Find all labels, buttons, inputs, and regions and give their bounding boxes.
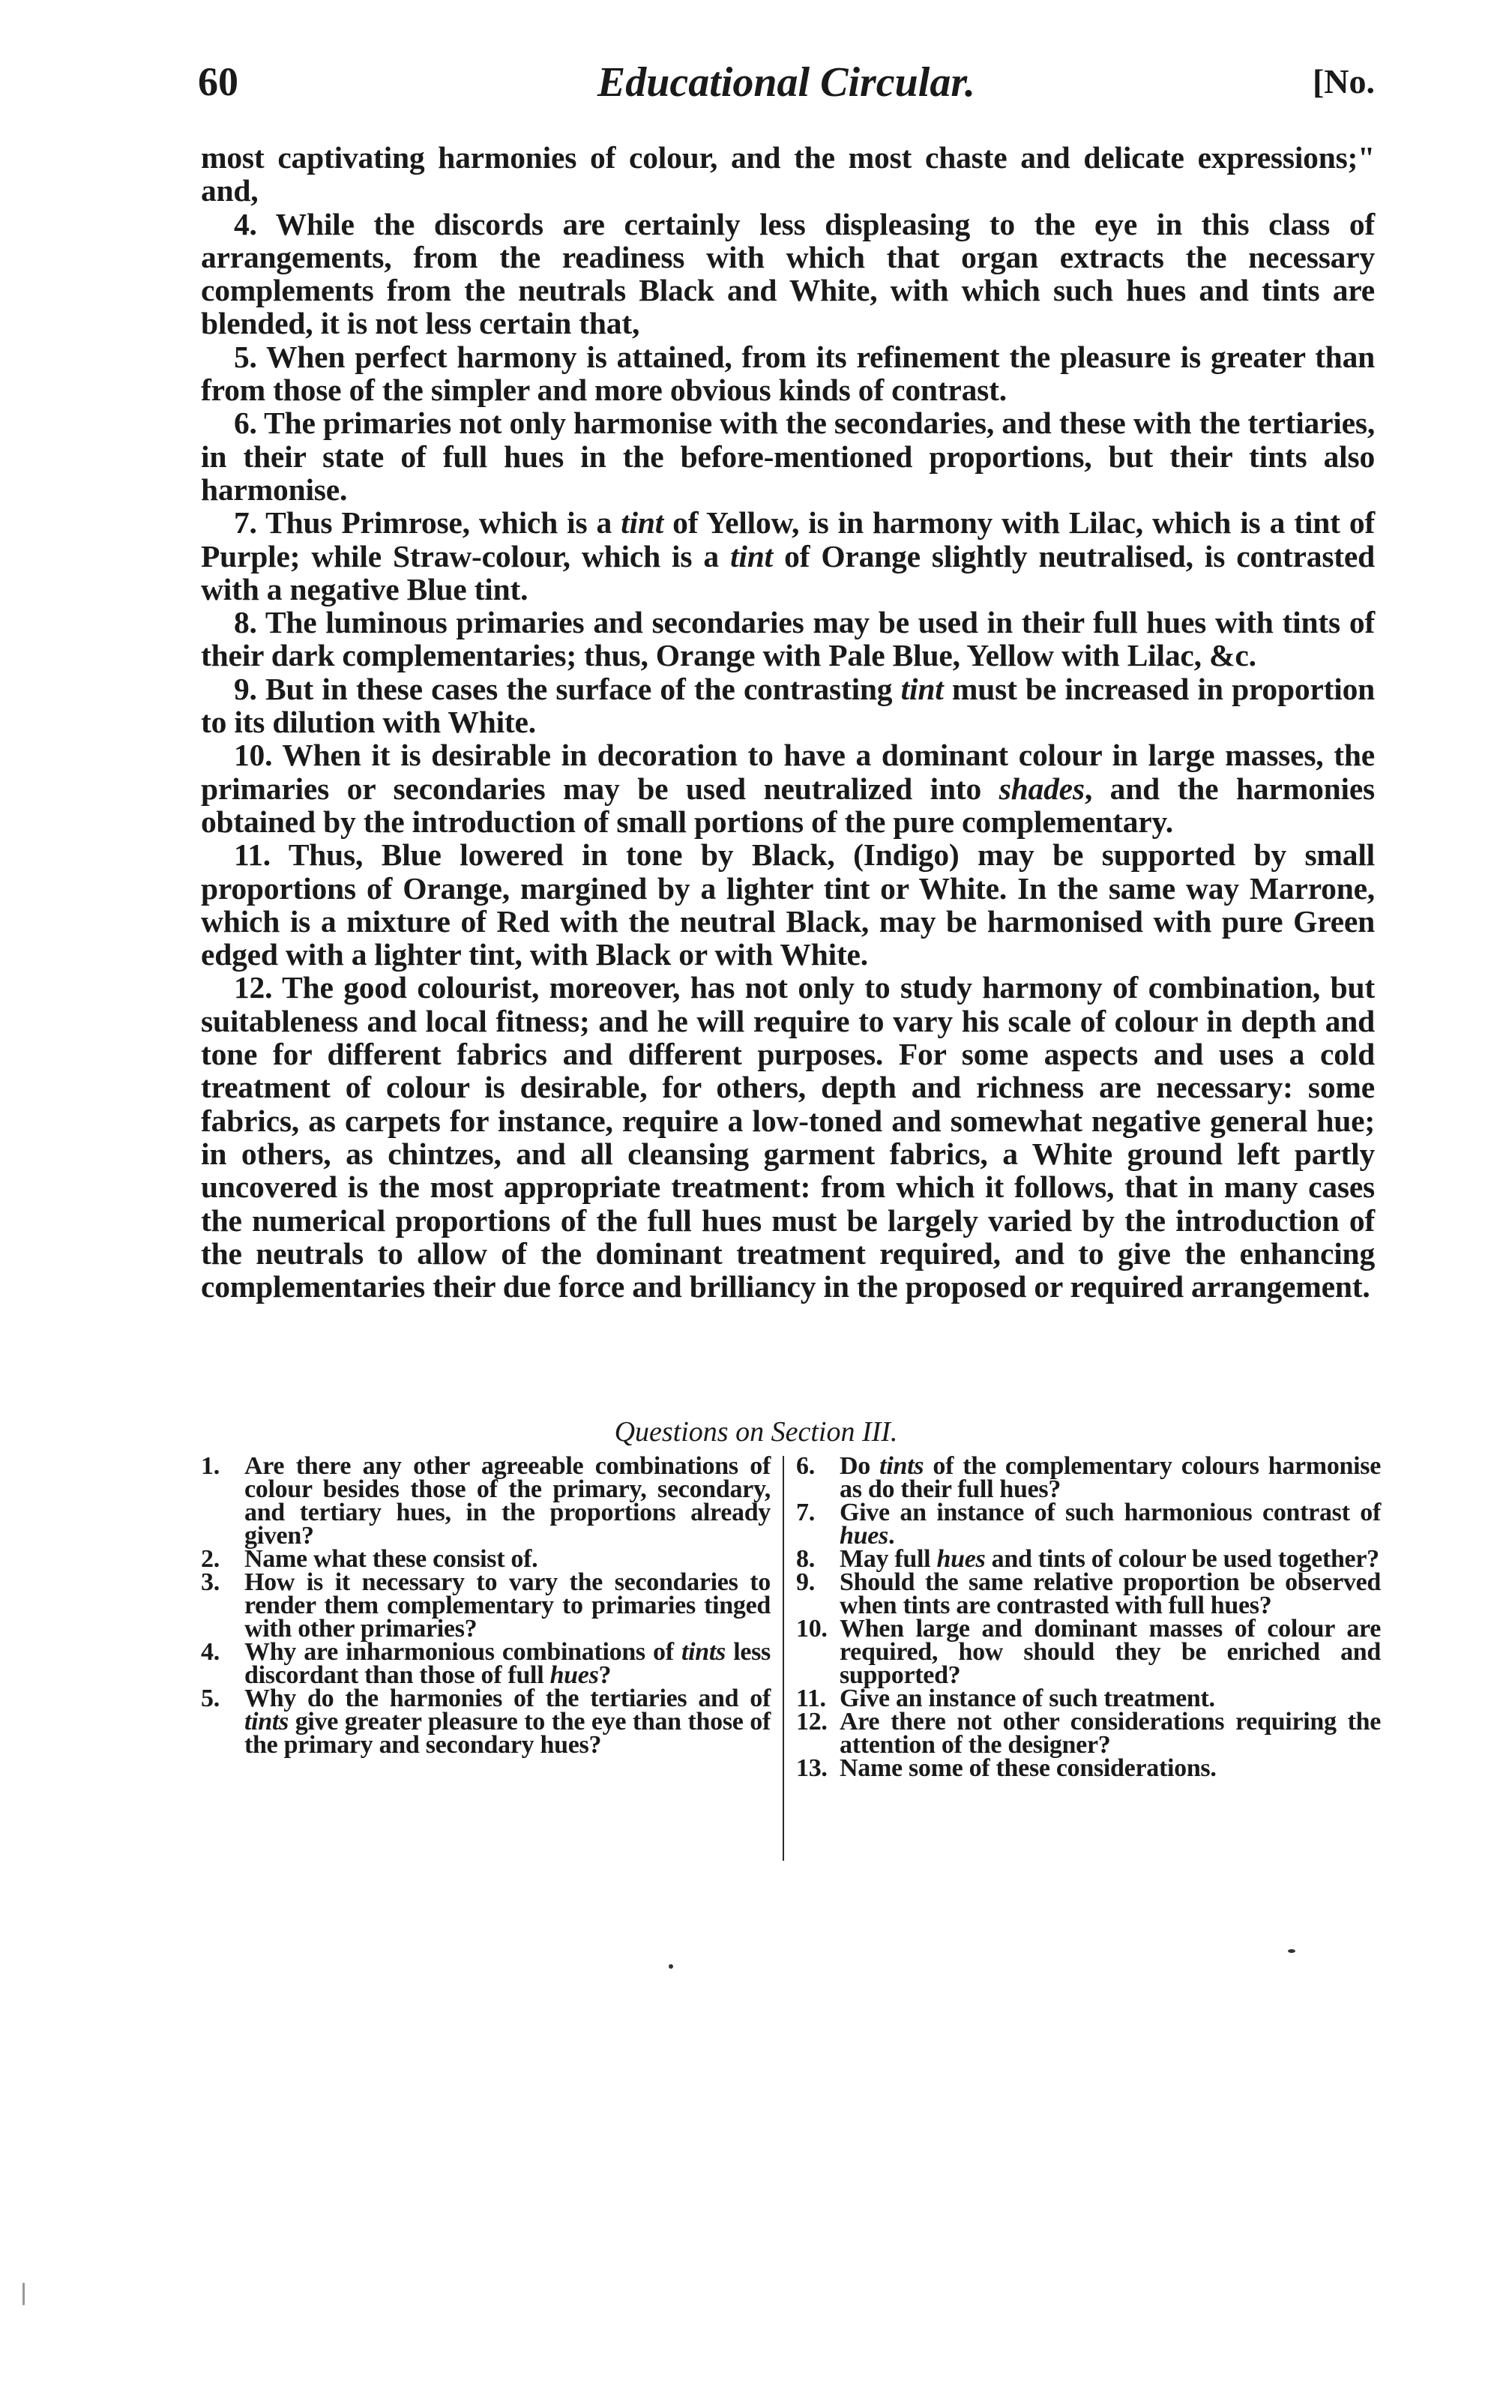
body-text bbox=[201, 141, 1375, 1303]
question-item: 10. When large and dominant masses of colour are required, how should they be enriched and supported? bbox=[796, 1615, 1381, 1689]
question-item: 6. Do tints of the complementary colours harmonise as do their full hues? bbox=[796, 1452, 1382, 1503]
question-item: 2. Name what these consist of. bbox=[201, 1545, 538, 1573]
paragraph-7: 7. Thus Primrose, which is a tint of Yellow, is in harmony with Lilac, which is a tint of Purple; while Straw-colour, which is a tint of Orange slightly neutralised, is contrasted with a negative Blue tint. bbox=[201, 505, 1375, 606]
paragraph-6: 6. The primaries not only harmonise with the secondaries, and these with the tertiaries, in their state of full hues in the before-mentioned proportions, but their tints also harmonise. bbox=[201, 406, 1375, 507]
question-item: 12. Are there not other considerations requiring the attention of the designer? bbox=[796, 1708, 1381, 1759]
question-item: 4. Why are inharmonious combinations of tints less discordant than those of full hues? bbox=[201, 1638, 771, 1689]
question-item: 7. Give an instance of such harmonious contrast of hues. bbox=[796, 1499, 1381, 1550]
questions-heading: Questions on Section III. bbox=[614, 1416, 898, 1448]
question-item: 3. How is it necessary to vary the secondaries to render them complementary to primaries tinged with other primaries? bbox=[201, 1568, 771, 1643]
question-item: 1. Are there any other agreeable combinations of colour besides those of the primary, secondary, and tertiary hues, in the proportions already given? bbox=[201, 1452, 771, 1550]
paragraph-5: 5. When perfect harmony is attained, from its refinement the pleasure is greater than from those of the simpler and more obvious kinds of contrast. bbox=[201, 339, 1375, 408]
paragraph-8: 8. The luminous primaries and secondaries may be used in their full hues with tints of their dark complementaries; thus, Orange with Pale Blue, Yellow with Lilac, &c. bbox=[201, 605, 1375, 673]
questions-left-column bbox=[201, 1454, 771, 1757]
question-item: 5. Why do the harmonies of the tertiaries and of tints give greater pleasure to the eye than those of the primary and secondary hues? bbox=[201, 1685, 771, 1759]
running-title: Educational Circular. bbox=[597, 59, 976, 106]
header-issue-mark: [No. bbox=[1312, 62, 1375, 100]
paragraph-10: 10. When it is desirable in decoration to have a dominant colour in large masses, the primaries or secondaries may be used neutralized into shades, and the harmonies obtained by the introduction of small portions of the pure complementary. bbox=[201, 738, 1375, 839]
page-edge-mark bbox=[22, 2283, 25, 2305]
question-item: 13. Name some of these considerations. bbox=[796, 1754, 1217, 1782]
question-item: 11. Give an instance of such treatment. bbox=[796, 1685, 1215, 1712]
ink-speck bbox=[669, 1964, 673, 1969]
questions-right-column bbox=[796, 1454, 1381, 1780]
paragraph-9: 9. But in these cases the surface of the contrasting tint must be increased in proportion to its dilution with White. bbox=[201, 671, 1375, 740]
paragraph-12: 12. The good colourist, moreover, has not only to study harmony of combination, but suitableness and local fitness; and he will require to vary his scale of colour in depth and tone for different fabrics and different purposes. For some aspects and uses a cold treatment of colour is desirable, for others, depth and richness are necessary: some fabrics, as carpets for instance, require a low-toned and somewhat negative general hue; in others, as chintzes, and all cleansing garment fabrics, a White ground left partly uncovered is the most appropriate treatment: from which it follows, that in many cases the numerical proportions of the full hues must be largely varied by the introduction of the neutrals to allow of the dominant treatment required, and to give the enhancing complementaries their due force and brilliancy in the proposed or required arrangement. bbox=[201, 970, 1375, 1304]
paragraph-11: 11. Thus, Blue lowered in tone by Black, (Indigo) may be supported by small proportions of Orange, margined by a lighter tint or White. In the same way Marrone, which is a mixture of Red with the neutral Black, may be harmonised with pure Green edged with a lighter tint, with Black or with White. bbox=[201, 837, 1375, 972]
paragraph-continuation: most captivating harmonies of colour, and the most chaste and delicate expressions;" and, bbox=[201, 140, 1375, 208]
paragraph-4: 4. While the discords are certainly less displeasing to the eye in this class of arrangements, from the readiness with which that organ extracts the necessary complements from the neutrals Black and White, with which such hues and tints are blended, it is not less certain that, bbox=[201, 206, 1375, 341]
question-item: 8. May full hues and tints of colour be used together? bbox=[796, 1545, 1379, 1573]
ink-speck bbox=[1288, 1949, 1295, 1953]
question-item: 9. Should the same relative proportion be observed when tints are contrasted with full hues? bbox=[796, 1568, 1381, 1619]
page-header bbox=[198, 58, 1375, 118]
column-divider bbox=[783, 1456, 784, 1861]
page-number: 60 bbox=[198, 59, 238, 104]
